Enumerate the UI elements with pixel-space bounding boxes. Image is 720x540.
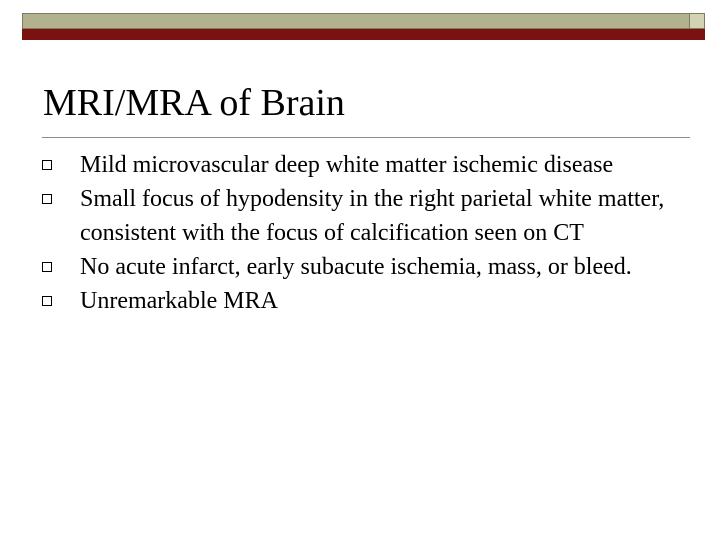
bullet-text: Small focus of hypodensity in the right parietal white matter, consistent with the focus of calcification seen on CT [80, 186, 665, 246]
slide-title: MRI/MRA of Brain [43, 82, 345, 124]
bullet-text: Unremarkable MRA [80, 288, 278, 314]
header-band-red [22, 29, 690, 40]
title-divider [42, 137, 690, 138]
header-corner-square [689, 13, 705, 29]
bullet-list [42, 148, 692, 318]
bullet-item [42, 250, 692, 284]
hollow-square-icon [42, 194, 52, 204]
header-corner-red [689, 29, 705, 40]
bullet-text: Mild microvascular deep white matter ischemic disease [80, 152, 614, 178]
hollow-square-icon [42, 160, 52, 170]
bullet-item [42, 148, 692, 182]
bullet-item [42, 284, 692, 318]
bullet-text: No acute infarct, early subacute ischemia, mass, or bleed. [80, 254, 632, 280]
hollow-square-icon [42, 296, 52, 306]
hollow-square-icon [42, 262, 52, 272]
bullet-item [42, 182, 692, 250]
header-band-olive [22, 13, 690, 29]
